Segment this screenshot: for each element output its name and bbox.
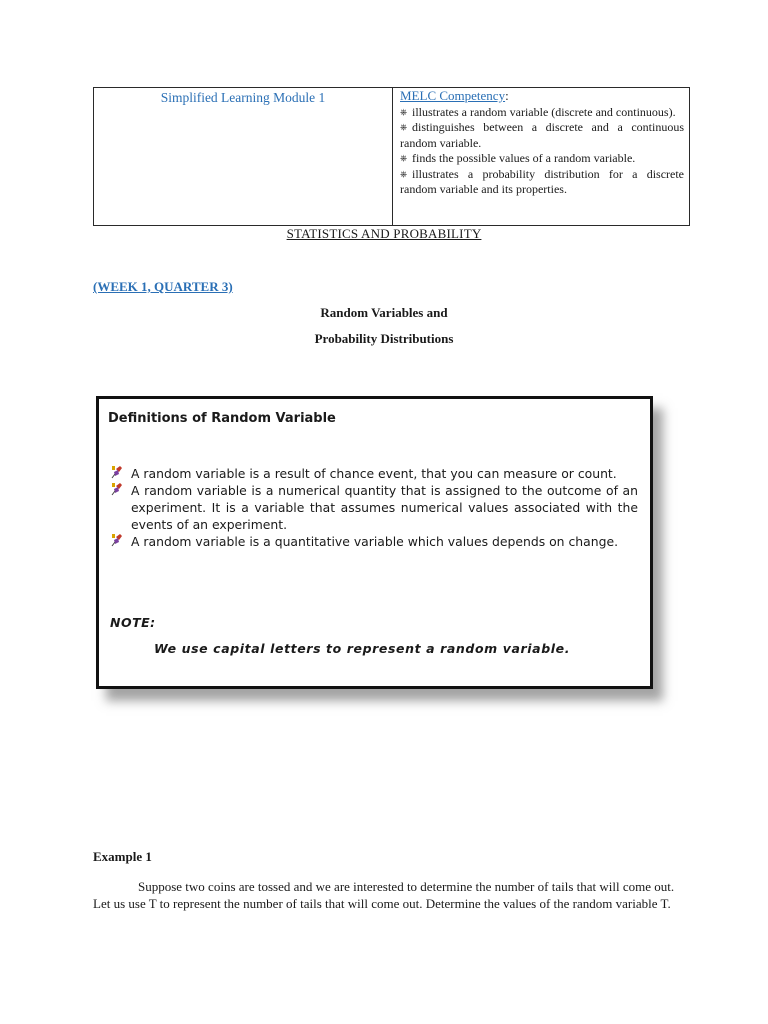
definition-item: A random variable is a result of chance event, that you can measure or count. (99, 465, 650, 482)
competency-item: ⎈ distinguishes between a discrete and a continuous random variable. (400, 120, 684, 150)
pushpin-icon (110, 482, 124, 496)
example-paragraph: Suppose two coins are tossed and we are interested to determine the number of tails that will come out. Let us use T to represent the number of tails that will come out. Determine the values of the random variable T. (93, 879, 675, 911)
topic-title-line-2: Probability Distributions (314, 331, 454, 346)
melc-competency-cell (393, 88, 689, 225)
module-title: Simplified Learning Module 1 (160, 90, 326, 105)
note-text: We use capital letters to represent a random variable. (154, 641, 571, 656)
definitions-box (96, 396, 653, 689)
competency-item: ⎈ illustrates a random variable (discrete and continuous). (400, 104, 676, 119)
competency-item: ⎈ finds the possible values of a random variable. (400, 151, 636, 165)
star-bullet-icon: ⎈ (400, 168, 408, 179)
topic-title-line-1: Random Variables and (320, 305, 448, 320)
competency-item: ⎈ illustrates a probability distribution for a discrete random variable and its properties. (400, 166, 684, 196)
melc-heading: MELC Competency: (400, 88, 509, 103)
note-label: NOTE: (110, 615, 156, 630)
melc-label: MELC Competency (400, 88, 506, 103)
week-quarter-label: (WEEK 1, QUARTER 3) (93, 279, 233, 294)
definition-item: A random variable is a quantitative variable which values depends on change. (99, 533, 650, 550)
definitions-list (99, 465, 650, 550)
star-bullet-icon: ⎈ (400, 106, 408, 117)
pushpin-icon (110, 465, 124, 479)
definition-item: A random variable is a numerical quantity that is assigned to the outcome of an experiment. It is a variable that assumes numerical values associated with the events of an experiment. (99, 482, 650, 533)
module-title-cell (94, 88, 393, 225)
pushpin-icon (110, 533, 124, 547)
definitions-title: Definitions of Random Variable (108, 411, 336, 426)
subject-title: STATISTICS AND PROBABILITY (286, 226, 482, 241)
module-header-table (93, 87, 690, 226)
example-label: Example 1 (93, 849, 152, 864)
star-bullet-icon: ⎈ (400, 153, 408, 163)
star-bullet-icon: ⎈ (400, 122, 408, 132)
